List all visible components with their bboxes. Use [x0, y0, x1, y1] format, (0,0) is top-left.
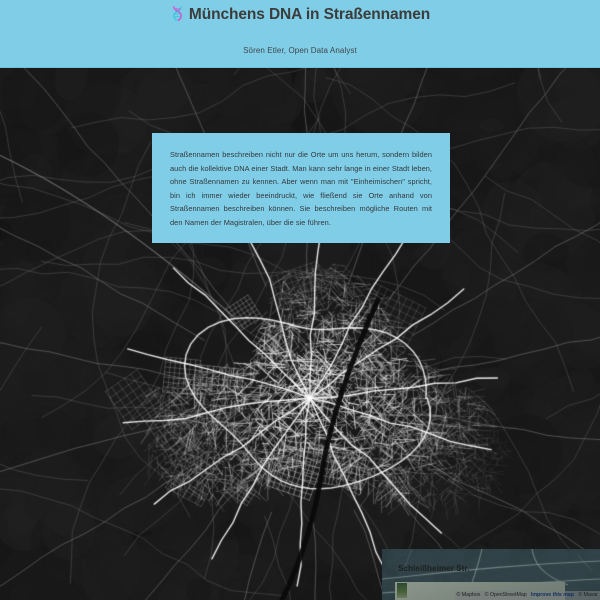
intro-text-card	[152, 133, 450, 243]
inset-street-label: Schleißheimer Str.	[398, 564, 470, 573]
attribution-mapbox[interactable]: © Mapbox	[456, 592, 481, 598]
attribution-maxar[interactable]: © Maxar	[578, 592, 598, 598]
inset-foliage-icon	[397, 583, 407, 598]
dna-icon	[170, 6, 185, 21]
attribution-spacer	[482, 592, 483, 598]
attribution-spacer-3	[575, 592, 576, 598]
header-divider	[0, 67, 600, 68]
page-title-text: Münchens DNA in Straßennamen	[188, 6, 431, 23]
attribution-spacer-2	[528, 592, 529, 598]
page-title	[0, 6, 600, 24]
page-header	[0, 0, 600, 68]
attribution-improve-link[interactable]: Improve this map	[530, 592, 574, 598]
page-subtitle: Sören Etler, Open Data Analyst	[243, 46, 357, 55]
attribution-openstreetmap[interactable]: © OpenStreetMap	[484, 592, 527, 598]
inset-map-panel[interactable]	[382, 549, 600, 600]
map-attribution-bar	[455, 591, 600, 600]
intro-paragraph: Straßennamen beschreiben nicht nur die Orte um uns herum, sondern bilden auch die kollektive DNA einer Stadt. Man kann sehr lange in einer Stadt leben, ohne Straßennamen zu kennen. Aber wenn man mit "Einheimischen" spricht, bin ich immer wieder beeindruckt, wie fließend sie Orte anhand von Straßennamen beschreiben können. Sie beschreiben mögliche Routen mit den Namen der Magistralen, über die sie führen.	[170, 150, 432, 227]
